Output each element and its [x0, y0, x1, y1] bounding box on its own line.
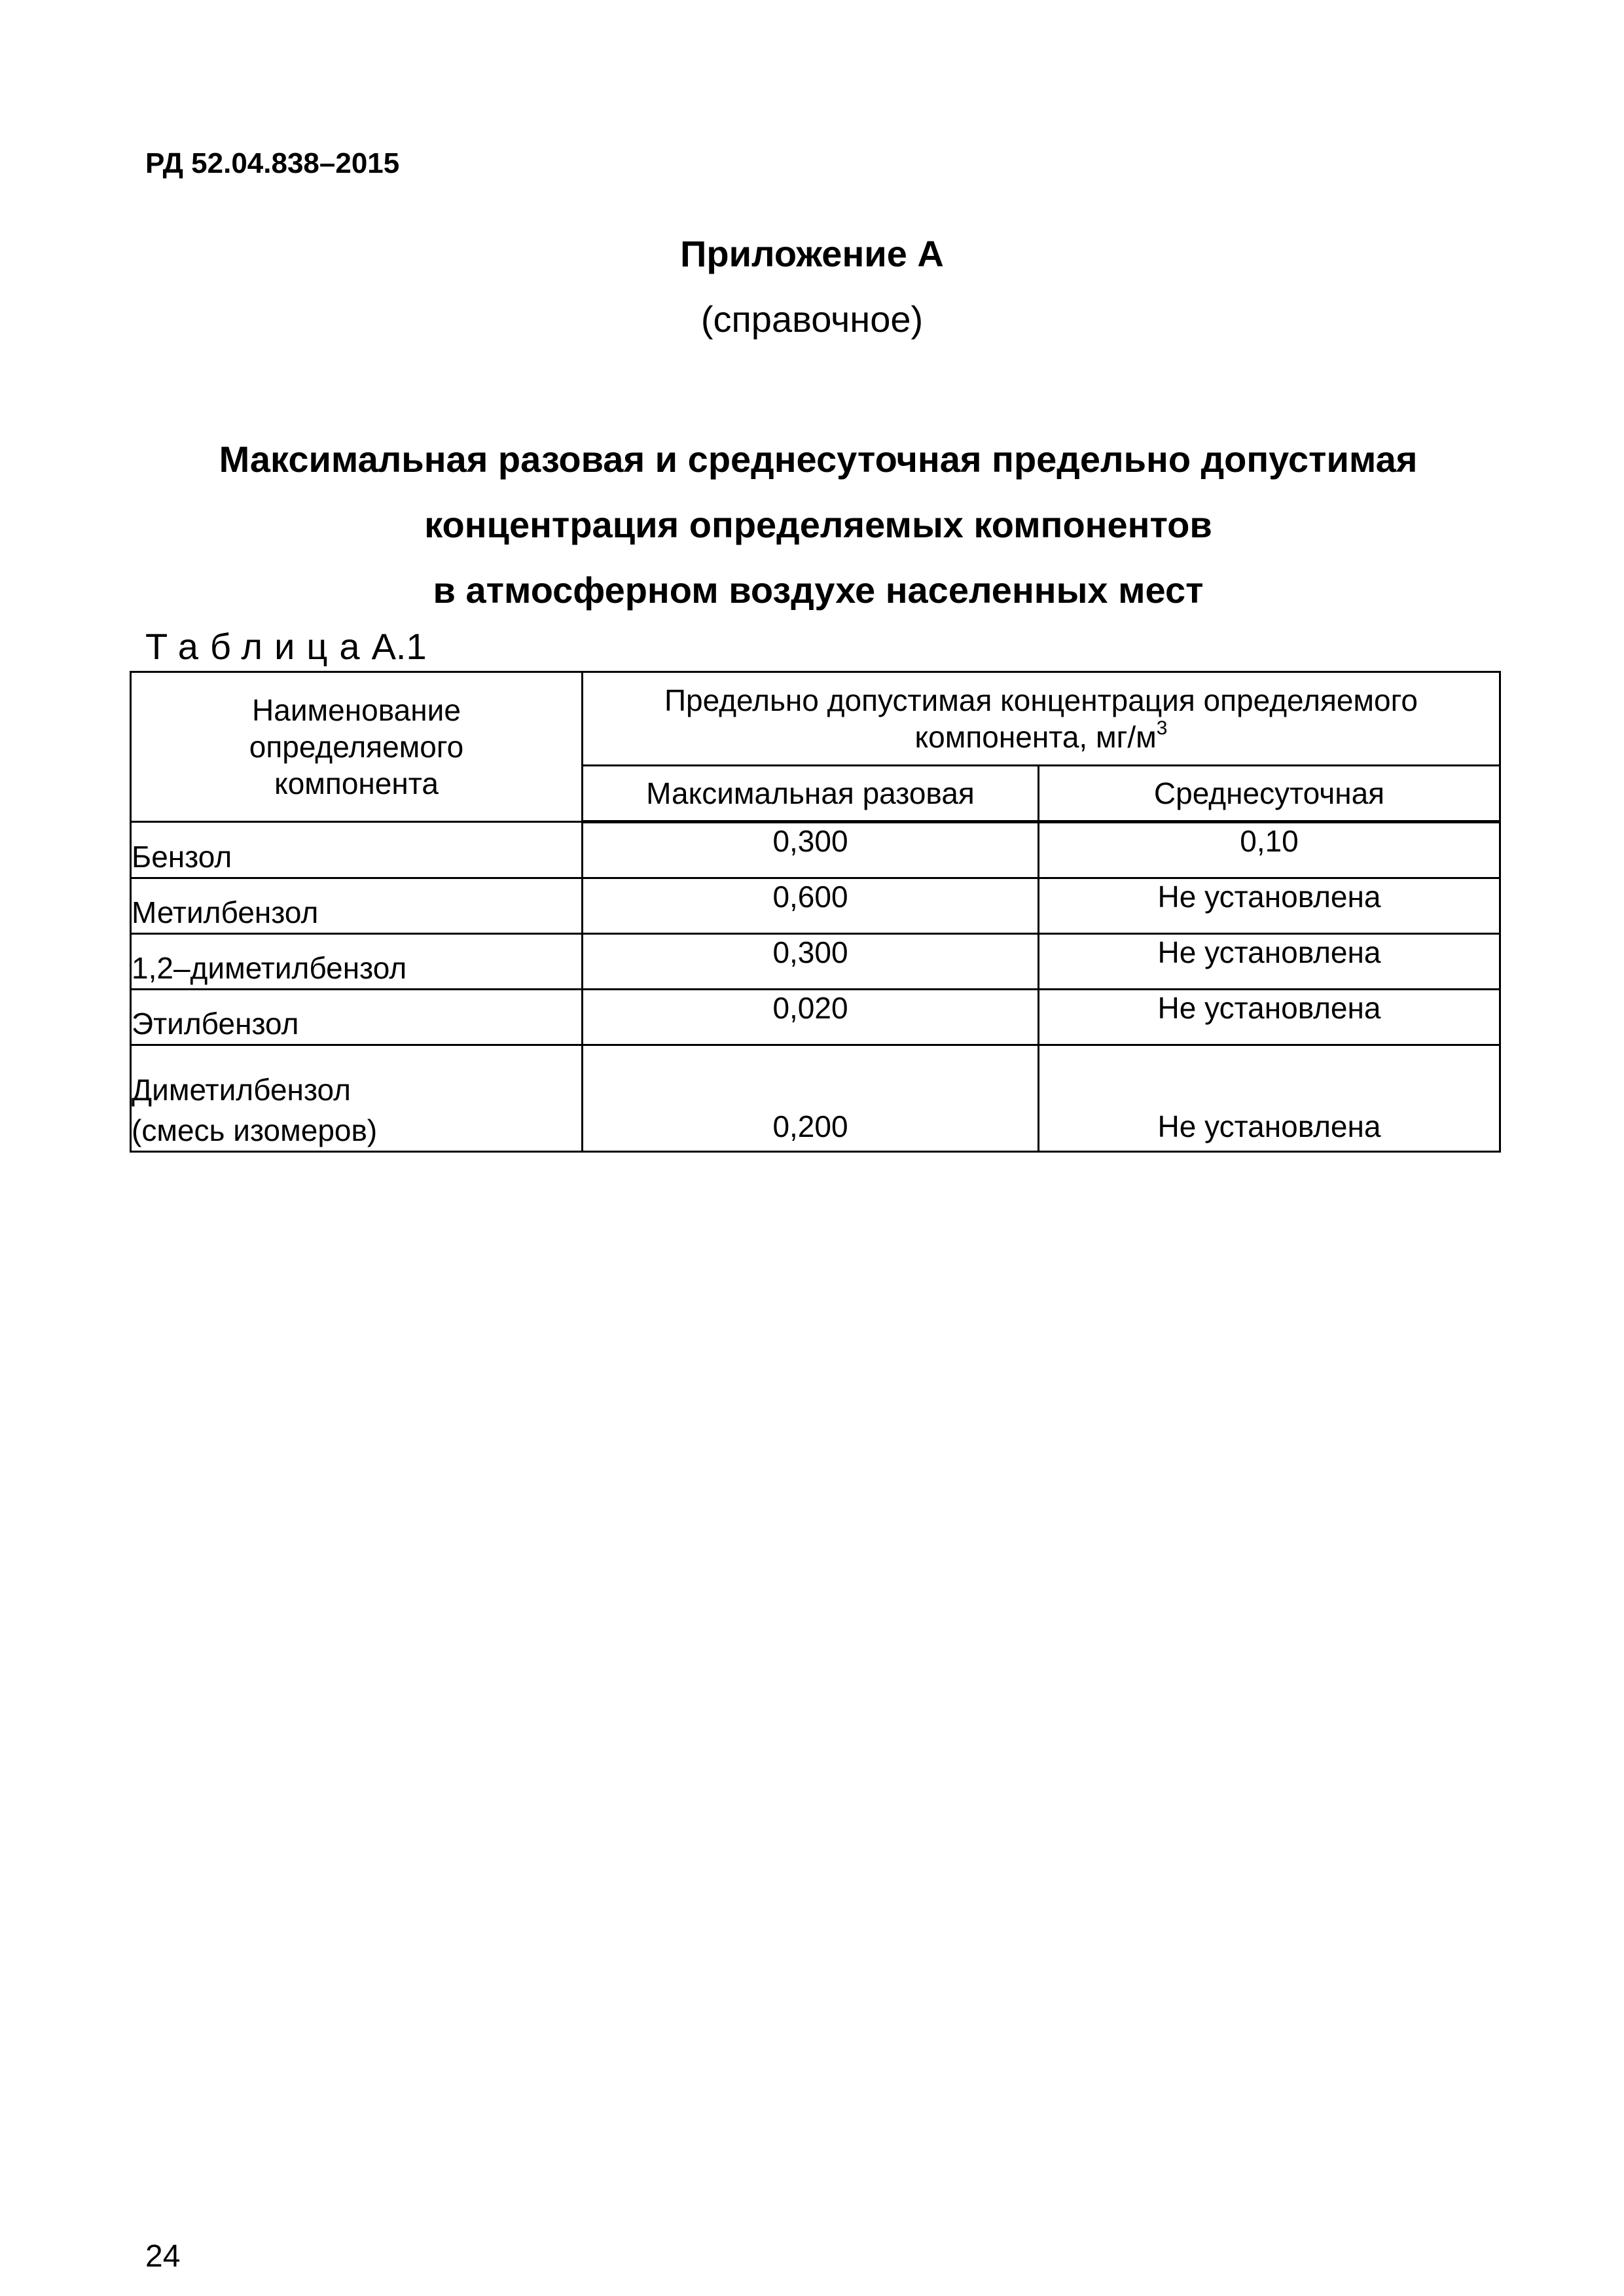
appendix-subtitle: (справочное) — [700, 298, 924, 340]
table-row — [131, 822, 1500, 878]
table-row — [131, 1045, 1500, 1152]
table-label-number: А.1 — [371, 626, 427, 667]
table-label — [145, 625, 427, 668]
page-number: 24 — [145, 2239, 181, 2274]
component-name-line-2: (смесь изомеров) — [132, 1113, 378, 1147]
cell-daily-average: Не установлена — [1039, 1045, 1500, 1152]
cell-component — [131, 1045, 583, 1152]
unit-superscript: 3 — [1156, 717, 1168, 739]
component-name-line-1: Диметилбензол — [132, 1073, 351, 1107]
table-row — [131, 990, 1500, 1045]
table-label-word: Таблица — [145, 626, 372, 667]
table-row — [131, 934, 1500, 990]
document-code: РД 52.04.838–2015 — [145, 147, 400, 179]
heading-line-1: Максимальная разовая и среднесуточная предельно допустимая — [219, 439, 1418, 480]
cell-component: 1,2–диметилбензол — [131, 934, 583, 990]
table-header-row — [131, 672, 1500, 766]
cell-component: Метилбензол — [131, 878, 583, 934]
cell-max-single: 0,600 — [583, 878, 1039, 934]
cell-daily-average: 0,10 — [1039, 822, 1500, 878]
cell-component: Этилбензол — [131, 990, 583, 1045]
cell-max-single: 0,300 — [583, 934, 1039, 990]
appendix-title: Приложение А — [680, 233, 944, 274]
cell-max-single: 0,300 — [583, 822, 1039, 878]
header-pdk-group: Предельно допустимая концентрация определяемого компонента, $мг/м^3$ — [583, 672, 1500, 766]
heading-line-3: в атмосферном воздухе населенных мест — [433, 569, 1204, 611]
heading-line-2: концентрация определяемых компонентов — [424, 504, 1212, 545]
cell-daily-average: Не установлена — [1039, 934, 1500, 990]
cell-max-single: 0,020 — [583, 990, 1039, 1045]
table-row — [131, 878, 1500, 934]
cell-daily-average: Не установлена — [1039, 878, 1500, 934]
pdk-table — [130, 671, 1501, 1153]
header-daily-average: Среднесуточная — [1039, 766, 1500, 822]
cell-max-single: 0,200 — [583, 1045, 1039, 1152]
header-max-single: Максимальная разовая — [583, 766, 1039, 822]
main-heading — [131, 427, 1506, 623]
header-component-name: Наименование определяемого компонента — [131, 672, 583, 822]
cell-component: Бензол — [131, 822, 583, 878]
cell-daily-average: Не установлена — [1039, 990, 1500, 1045]
